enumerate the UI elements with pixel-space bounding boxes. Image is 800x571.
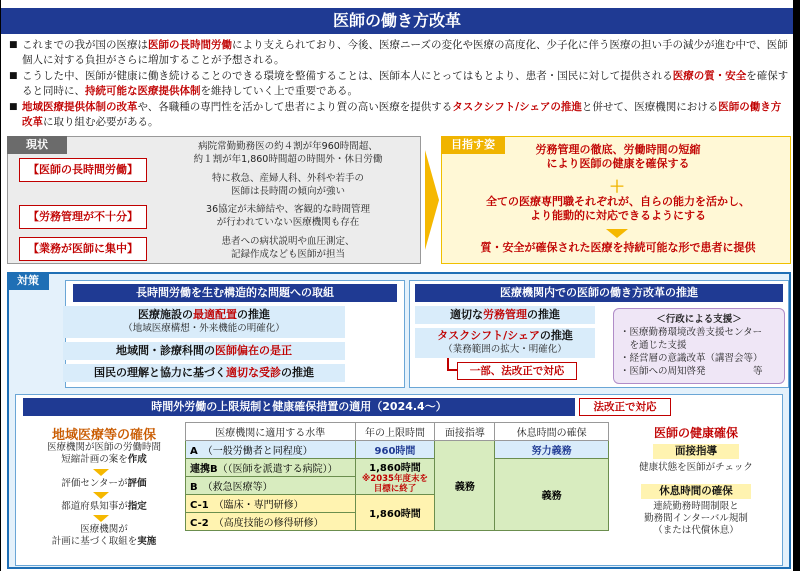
labor-management-item: 適切な労務管理の推進 — [415, 306, 595, 324]
highlight-text: 地域医療提供体制の改革 — [22, 101, 138, 113]
issue-label-labor-management: 【労務管理が不十分】 — [19, 205, 147, 229]
appropriate-visits-item: 国民の理解と協力に基づく適切な受診の推進 — [63, 364, 345, 382]
bullet-icon: ■ — [9, 71, 18, 81]
current-state-tab: 現状 — [7, 136, 67, 154]
plus-icon: ＋ — [608, 177, 625, 196]
body-text: を維持していく上で重要である。 — [200, 85, 358, 97]
regulation-table — [185, 422, 609, 531]
highlight-text: タスクシフト/シェアの推進 — [452, 101, 582, 113]
rest-effort-cell: 努力義務 — [495, 441, 609, 459]
slide — [1, 0, 793, 571]
maldistribution-item: 地域間・診療科間の医師偏在の是正 — [63, 342, 345, 360]
right-arrow-icon — [425, 150, 439, 250]
level-cell-c2: C-2 （高度技能の修得研修） — [186, 513, 356, 531]
highlight-text: 医療の質・安全 — [672, 70, 747, 82]
task-shift-item: タスクシフト/シェアの推進 （業務範囲の拡大・明確化） — [415, 328, 595, 358]
goal-health: 労務管理の徹底、労働時間の短縮 により医師の健康を確保する — [535, 143, 701, 170]
issue-text-long-hours-1: 病院常勤勤務医の約４割が年960時間超、 約１割が年1,860時間超の時間外・休日労働 — [193, 141, 383, 165]
partial-law-revision-badge: 一部、法改正で対応 — [457, 362, 577, 380]
law-revision-badge: 法改正で対応 — [579, 398, 671, 416]
limit-cell-c: 1,860時間 — [355, 495, 435, 531]
issue-label-long-hours: 【医師の長時間労働】 — [19, 158, 147, 182]
level-cell-renkei-b: 連携B（（医師を派遣する病院）） — [186, 459, 356, 477]
limit-cell-b: 1,860時間 ※2035年度末を目標に終了 — [355, 459, 435, 495]
highlight-text: 持続可能な医療提供体制 — [85, 85, 201, 97]
rest-duty-cell: 義務 — [495, 459, 609, 531]
goal-professionals: 全ての医療専門職それぞれが、自らの能力を活かし、 より能動的に対応できるようにする — [486, 195, 750, 222]
rest-time-desc: 連続勤務時間制限と 勤務間インターバル規制 （または代償休息） — [644, 501, 748, 536]
body-text: に取り組む必要がある。 — [43, 116, 159, 128]
table-header-limit: 年の上限時間 — [355, 423, 435, 441]
health-care-title: 医師の健康確保 — [653, 426, 738, 440]
goal-tab: 目指す姿 — [441, 136, 505, 154]
intro-paragraph-3 — [9, 100, 789, 130]
in-hospital-measures-heading: 医療機関内での医師の働き方改革の推進 — [415, 284, 783, 302]
goal-quality: 質・安全が確保された医療を持続可能な形で患者に提供 — [480, 241, 756, 254]
body-text: により支えられており、今後、医療ニーズの変化や医療の高度化、少子化に伴う医療の担い手の減少が進む中で、医師個人に対する負担がさらに増加することが予想される。 — [22, 39, 788, 66]
level-cell-c1: C-1 （臨床・専門研修） — [186, 495, 356, 513]
down-arrow-icon — [93, 492, 109, 499]
body-text: これまでの我が国の医療は — [22, 39, 148, 51]
body-text: と併せて、医療機関における — [581, 101, 719, 113]
level-cell-a: A （一般労働者と同程度） — [186, 441, 356, 459]
page-title: 医師の働き方改革 — [1, 8, 793, 34]
down-arrow-icon — [606, 229, 628, 238]
limit-cell-a: 960時間 — [355, 441, 435, 459]
facility-allocation-item: 医療施設の最適配置の推進 （地域医療構想・外来機能の明確化） — [63, 306, 345, 338]
structural-measures-heading: 長時間労働を生む構造的な問題への取組 — [73, 284, 397, 302]
issue-text-labor-management: 36協定が未締結や、客観的な時間管理 が行われていない医療機関も存在 — [206, 204, 370, 228]
body-text: こうした中、医師が健康に働き続けることのできる環境を整備することは、医師本人にとってはもとより、患者・国民に対して提供される — [22, 70, 673, 82]
table-header-row — [186, 423, 609, 441]
intro-paragraph-1 — [9, 38, 789, 68]
issue-text-concentration: 患者への病状説明や血圧測定、 記録作成なども医師が担当 — [221, 236, 355, 260]
regional-care-title: 地域医療等の確保 — [51, 428, 156, 443]
regional-step-designate: 都道府県知事が指定 — [61, 501, 147, 512]
level-cell-b: B （救急医療等） — [186, 477, 356, 495]
interview-guidance-desc: 健康状態を医師がチェック — [639, 462, 753, 473]
regional-step-evaluate: 評価センターが評価 — [61, 478, 147, 489]
bullet-icon: ■ — [9, 40, 18, 50]
down-arrow-icon — [93, 515, 109, 522]
highlight-text: 医師の働き方改革 — [22, 101, 782, 128]
intro-paragraph-2 — [9, 69, 789, 99]
issue-text-long-hours-2: 特に救急、産婦人科、外科や若手の 医師は長時間の傾向が強い — [211, 173, 364, 197]
table-header-interview: 面接指導 — [435, 423, 495, 441]
bullet-icon: ■ — [9, 102, 18, 112]
table-header-rest: 休息時間の確保 — [495, 423, 609, 441]
rest-time-label: 休息時間の確保 — [641, 484, 751, 499]
down-arrow-icon — [93, 469, 109, 476]
interview-guidance-label: 面接指導 — [653, 444, 739, 459]
interview-duty-cell: 義務 — [435, 441, 495, 531]
law-connector-line-h — [447, 369, 457, 371]
regional-step-implement: 医療機関が 計画に基づく取組を実施 — [51, 524, 157, 547]
overtime-regulation-heading: 時間外労働の上限規制と健康確保措置の適用（2024.4～） — [23, 398, 575, 416]
table-row — [186, 459, 609, 477]
measures-tab: 対策 — [7, 272, 49, 290]
body-text: を確保すると同時に、 — [22, 70, 789, 97]
regional-step-plan: 医療機関が医師の労働時間 短縮計画の案を作成 — [46, 442, 161, 465]
highlight-text: 医師の長時間労働 — [148, 39, 232, 51]
government-support-box: ＜行政による支援＞ ・医療勤務環境改善支援センター を通じた支援 ・経営層の意識改革（講習会等） ・医師への周知啓発 等 — [613, 308, 785, 384]
table-header-level: 医療機関に適用する水準 — [186, 423, 356, 441]
issue-label-concentration: 【業務が医師に集中】 — [19, 237, 147, 261]
body-text: や、各職種の専門性を活かして患者により質の高い医療を提供する — [137, 101, 453, 113]
table-row — [186, 441, 609, 459]
